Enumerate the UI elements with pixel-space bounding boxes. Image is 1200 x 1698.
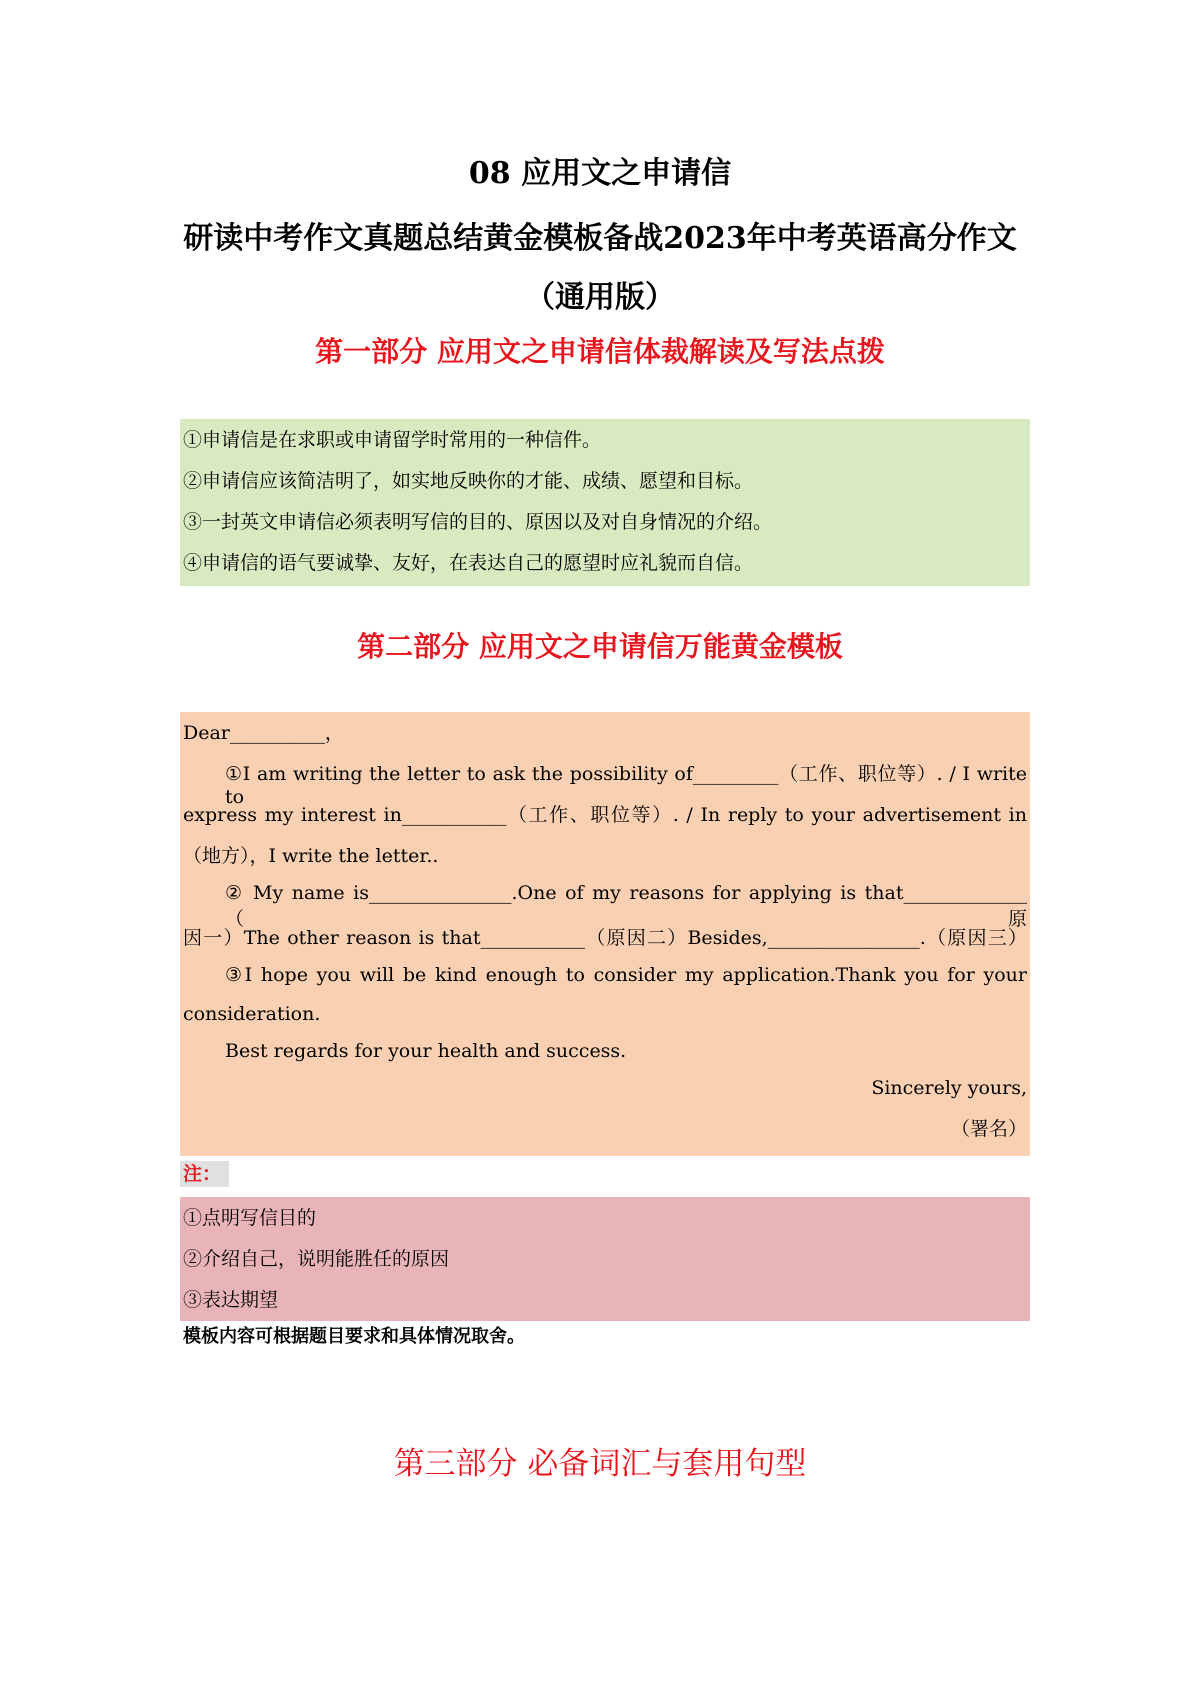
list-item: ④申请信的语气要诚挚、友好，在表达自己的愿望时应礼貌而自信。 [183, 552, 754, 574]
sign-off: Sincerely yours, [871, 1077, 1027, 1099]
salutation: Dear__________， [183, 722, 344, 744]
structure-notes-box [180, 1197, 1030, 1321]
list-item: ②申请信应该简洁明了，如实地反映你的才能、成绩、愿望和目标。 [183, 470, 754, 492]
list-item: ③一封英文申请信必须表明写信的目的、原因以及对自身情况的介绍。 [183, 511, 773, 533]
list-item: ②介绍自己，说明能胜任的原因 [183, 1248, 450, 1270]
paragraph3-line: consideration. [183, 1003, 321, 1025]
document-edition: （通用版） [525, 280, 675, 315]
paragraph2-line: 因一）The other reason is that___________（原因二）Besides,________________.（原因三） [183, 927, 1027, 949]
paragraph1-line: ①I am writing the letter to ask the possibility of_________（工作、职位等）. / I write to [225, 763, 1027, 808]
note-label: 注： [180, 1161, 229, 1187]
paragraph2-line: ② My name is_______________.One of my reasons for applying is that_____________（原 [225, 882, 1027, 930]
list-item: ①申请信是在求职或申请留学时常用的一种信件。 [183, 429, 602, 451]
closing-line: Best regards for your health and success. [225, 1040, 627, 1062]
genre-notes-box [180, 419, 1030, 586]
part2-heading: 第二部分 应用文之申请信万能黄金模板 [357, 630, 843, 663]
paragraph3-line: ③I hope you will be kind enough to consider my application.Thank you for your [225, 964, 1027, 986]
part1-heading: 第一部分 应用文之申请信体裁解读及写法点拨 [315, 335, 885, 368]
paragraph1-line: （地方），I write the letter.. [183, 845, 439, 867]
letter-template-box [180, 712, 1030, 1156]
template-remark: 模板内容可根据题目要求和具体情况取舍。 [183, 1326, 525, 1347]
paragraph1-line: express my interest in___________（工作、职位等）. / In reply to your advertisement in [183, 804, 1027, 826]
document-title: 08 应用文之申请信 [468, 156, 732, 191]
part3-heading: 第三部分 必备词汇与套用句型 [393, 1446, 807, 1482]
list-item: ③表达期望 [183, 1289, 279, 1311]
document-subtitle: 研读中考作文真题总结黄金模板备战2023年中考英语高分作文 [183, 221, 1017, 256]
signature: （署名） [950, 1118, 1027, 1140]
list-item: ①点明写信目的 [183, 1207, 317, 1229]
